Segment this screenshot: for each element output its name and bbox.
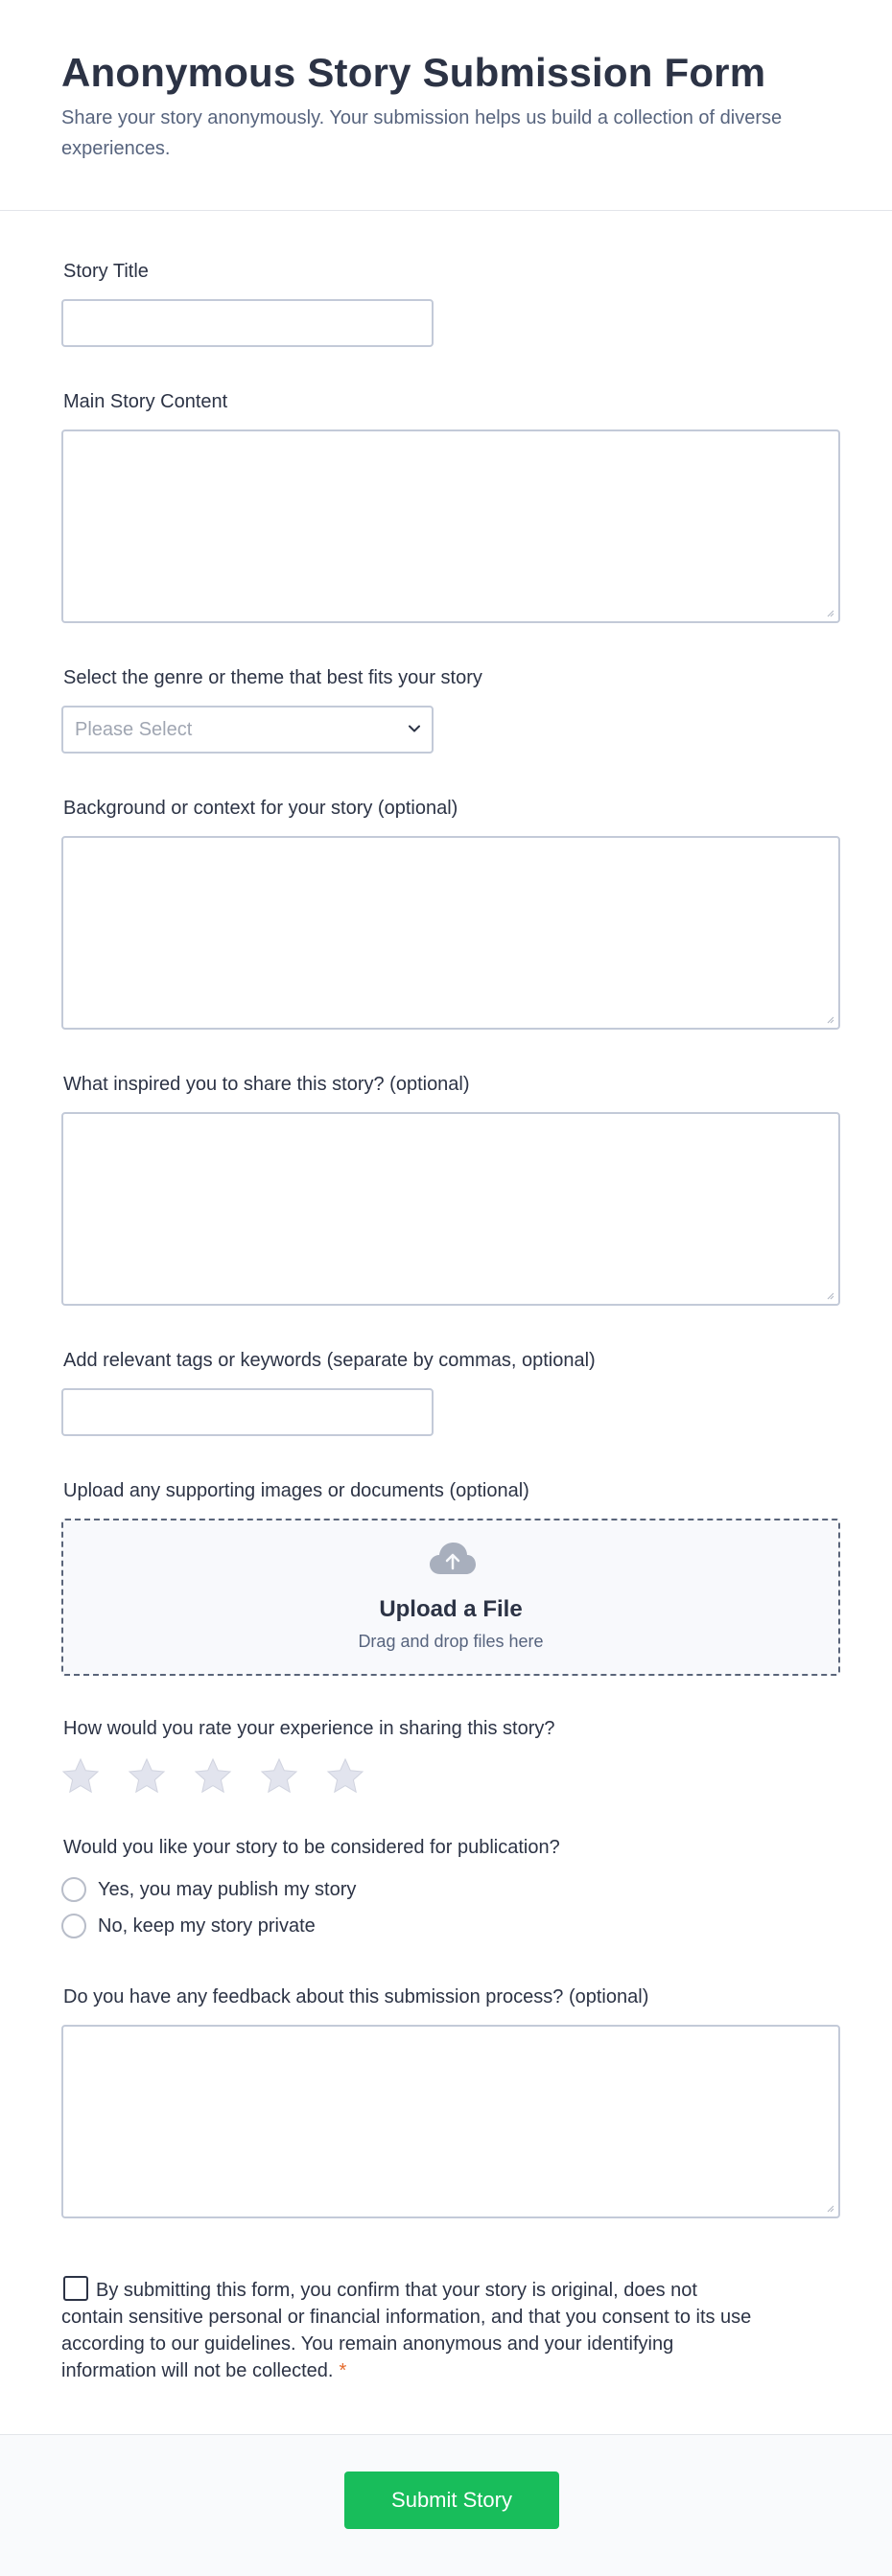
story-title-input[interactable]: [61, 299, 434, 347]
required-marker: *: [339, 2360, 347, 2381]
radio-button[interactable]: [61, 1914, 86, 1938]
feedback-textarea[interactable]: [61, 2025, 840, 2218]
form-title: Anonymous Story Submission Form: [61, 50, 766, 95]
publication-label: Would you like your story to be considered for publication?: [63, 1837, 560, 1858]
star-icon[interactable]: [128, 1757, 166, 1796]
consent-text: By submitting this form, you confirm that your story is original, does not contain sensitive personal or financial information, and that you consent to its use according to our guidelines. You remain anonymous and your identifying information will not be collected.: [61, 2280, 752, 2381]
story-title-label: Story Title: [63, 261, 149, 282]
chevron-down-icon: [407, 721, 422, 736]
star-icon[interactable]: [194, 1757, 232, 1796]
genre-label: Select the genre or theme that best fits your story: [63, 667, 482, 688]
resize-grip-icon[interactable]: [825, 1014, 834, 1024]
background-label: Background or context for your story (optional): [63, 798, 458, 819]
tags-label: Add relevant tags or keywords (separate by commas, optional): [63, 1350, 596, 1371]
upload-label: Upload any supporting images or documents (optional): [63, 1480, 529, 1501]
genre-select[interactable]: [61, 706, 434, 754]
consent-field: [61, 2276, 752, 2384]
upload-subtitle: Drag and drop files here: [358, 1632, 544, 1651]
star-rating: [61, 1757, 407, 1796]
form-header: [0, 0, 892, 211]
tags-input[interactable]: [61, 1388, 434, 1436]
star-icon[interactable]: [326, 1757, 364, 1796]
resize-grip-icon[interactable]: [825, 2203, 834, 2213]
submit-button[interactable]: Submit Story: [344, 2472, 559, 2529]
feedback-label: Do you have any feedback about this submission process? (optional): [63, 1986, 649, 2007]
consent-checkbox[interactable]: [63, 2276, 88, 2301]
form-subtitle: Share your story anonymously. Your submission helps us build a collection of diverse experiences.: [61, 107, 783, 159]
cloud-upload-icon: [428, 1540, 478, 1578]
rating-label: How would you rate your experience in sharing this story?: [63, 1718, 555, 1739]
radio-label: Yes, you may publish my story: [98, 1879, 357, 1900]
genre-select-placeholder: Please Select: [75, 719, 193, 740]
radio-button[interactable]: [61, 1877, 86, 1902]
main-content-label: Main Story Content: [63, 391, 228, 412]
resize-grip-icon[interactable]: [825, 608, 834, 617]
background-textarea[interactable]: [61, 836, 840, 1030]
form-footer: [0, 2434, 892, 2576]
main-content-textarea[interactable]: [61, 429, 840, 623]
file-upload-dropzone[interactable]: [61, 1519, 840, 1676]
star-icon[interactable]: [260, 1757, 298, 1796]
radio-label: No, keep my story private: [98, 1915, 316, 1937]
inspiration-label: What inspired you to share this story? (optional): [63, 1074, 470, 1095]
inspiration-textarea[interactable]: [61, 1112, 840, 1306]
star-icon[interactable]: [61, 1757, 100, 1796]
upload-title: Upload a File: [379, 1596, 523, 1622]
resize-grip-icon[interactable]: [825, 1290, 834, 1300]
